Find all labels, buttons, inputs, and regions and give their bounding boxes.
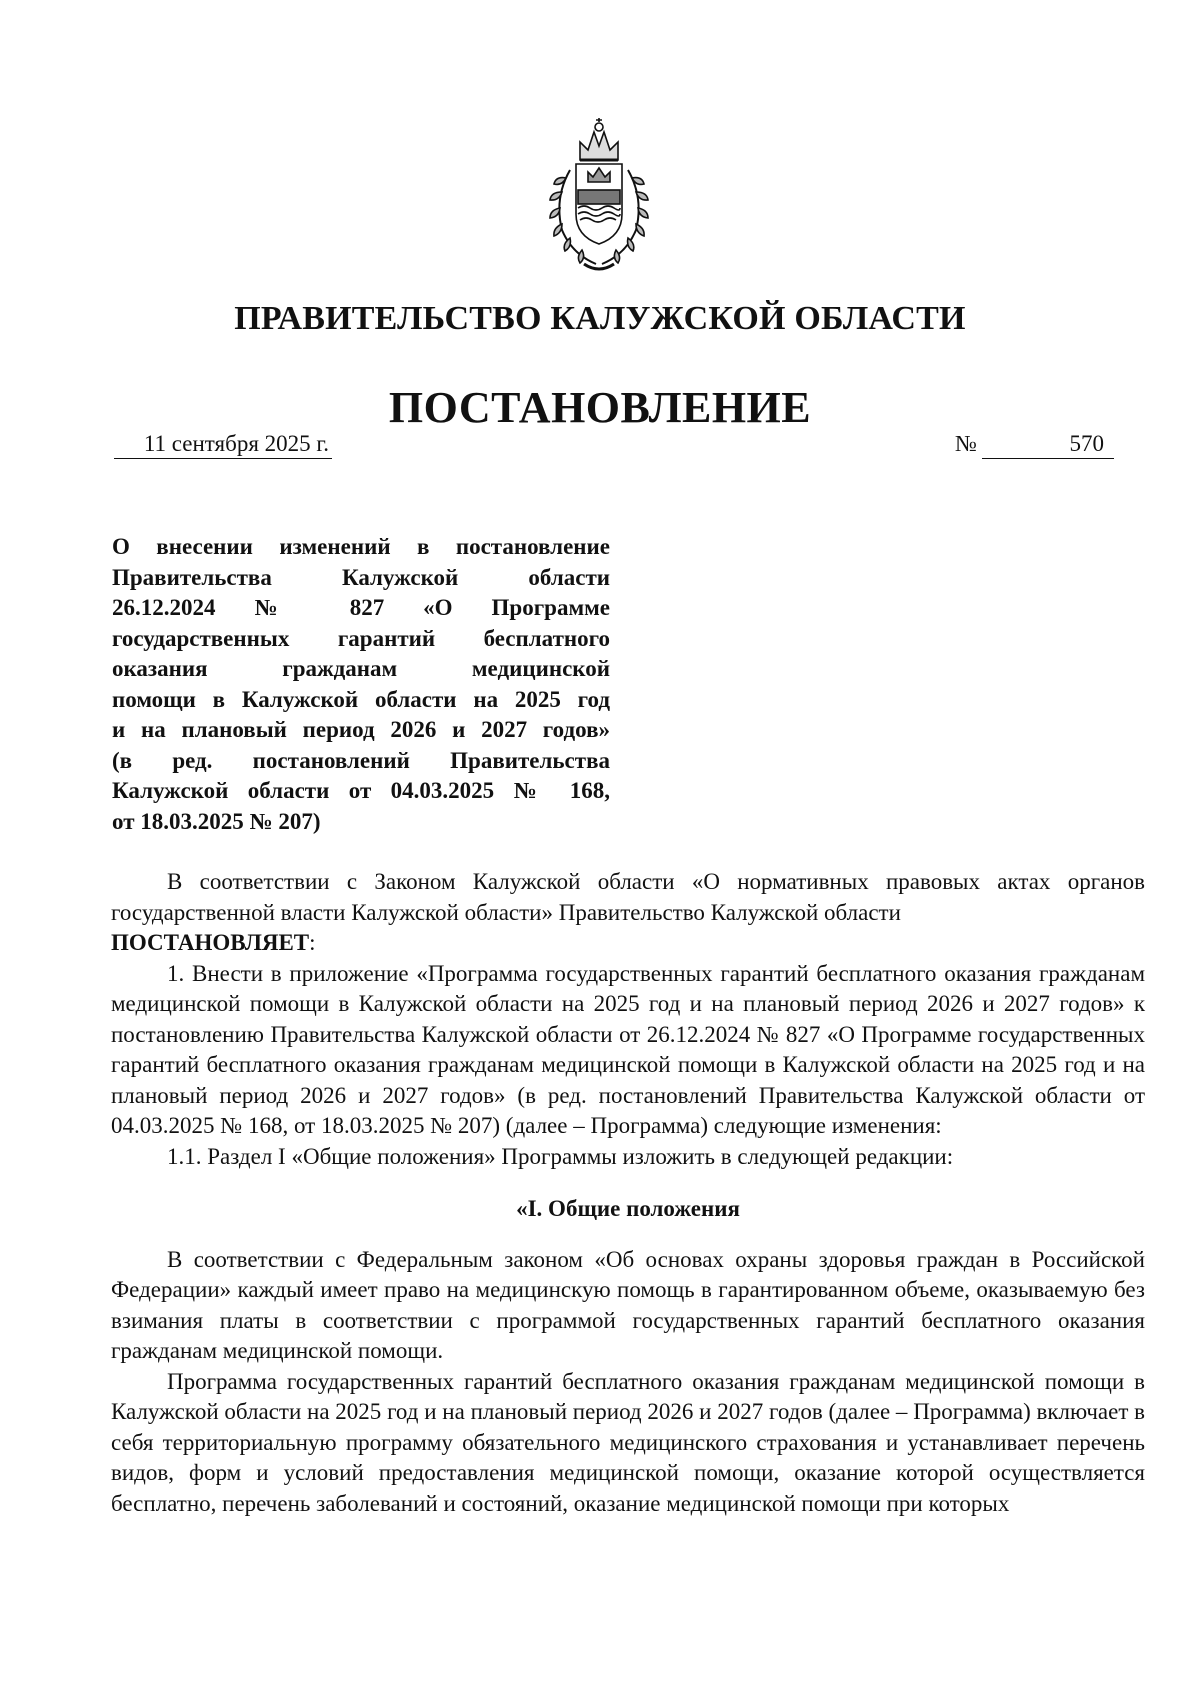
title-line: и на плановый период 2026 и 2027 годов» <box>112 717 610 742</box>
preamble-paragraph <box>111 867 1145 959</box>
title-line: О внесении изменений в постановление <box>112 534 610 559</box>
section-title: «I. Общие положения <box>516 1196 740 1221</box>
document-number-label: № <box>955 431 977 456</box>
title-line: государственных гарантий бесплатного <box>112 625 610 651</box>
document-date: 11 сентября 2025 г. <box>114 430 332 459</box>
organization-name: ПРАВИТЕЛЬСТВО КАЛУЖСКОЙ ОБЛАСТИ <box>234 300 966 337</box>
title-line: помощи в Калужской области на 2025 год <box>112 686 610 712</box>
general-provisions-paragraph-2: Программа государственных гарантий бесплатного оказания гражданам медицинской помощи в Калужской области на 2025 год и на плановый период 2026 и 2027 годов (далее – Программа) включает в себя территориальную программу обязательного медицинского страхования и устанавливает перечень видов, форм и условий предоставления медицинской помощи, оказание которой осуществляется бесплатно, перечень заболеваний и состояний, оказание медицинской помощи при которых <box>111 1368 1145 1516</box>
general-provisions-paragraph-1: В соответствии с Федеральным законом «Об основах охраны здоровья граждан в Российской Федерации» каждый имеет право на медицинскую помощь в гарантированном объеме, оказываемую без взимания платы в соответствии с программой государственных гарантий бесплатного оказания гражданам медицинской помощи. <box>111 1246 1145 1363</box>
preamble-text: В соответствии с Законом Калужской области «О нормативных правовых актах органов государственной власти Калужской области» Правительство Калужской области <box>111 869 1145 925</box>
resolves-keyword: ПОСТАНОВЛЯЕТ <box>111 930 310 955</box>
resolves-colon: : <box>309 930 316 955</box>
document-title <box>112 532 610 837</box>
title-line: 26.12.2024 № 827 «О Программе <box>112 595 610 620</box>
title-line: (в ред. постановлений Правительства <box>112 747 610 773</box>
document-type: ПОСТАНОВЛЕНИЕ <box>388 383 812 432</box>
title-line: оказания гражданам медицинской <box>112 656 610 681</box>
clause-1-paragraph: 1. Внести в приложение «Программа государственных гарантий бесплатного оказания гражданам медицинской помощи в Калужской области на 2025 год и на плановый период 2026 и 2027 годов» к постановлению Правительства Калужской области от 26.12.2024 № 827 «О Программе государственных гарантий бесплатного оказания гражданам медицинской помощи в Калужской области на 2025 год и на плановый период 2026 и 2027 годов» (в ред. постановлений Правительства Калужской области от 04.03.2025 № 168, от 18.03.2025 № 207) (далее – Программа) следующие изменения: <box>111 960 1145 1138</box>
kaluga-coat-of-arms-emblem <box>536 118 662 276</box>
title-line: Калужской области от 04.03.2025 № 168, <box>112 778 610 803</box>
title-line: от 18.03.2025 № 207) <box>112 808 321 834</box>
document-body <box>111 867 1145 1519</box>
document-number: 570 <box>982 430 1114 459</box>
title-line: Правительства Калужской области <box>112 564 610 590</box>
clause-1-1-paragraph: 1.1. Раздел I «Общие положения» Программы изложить в следующей редакции: <box>167 1143 954 1169</box>
